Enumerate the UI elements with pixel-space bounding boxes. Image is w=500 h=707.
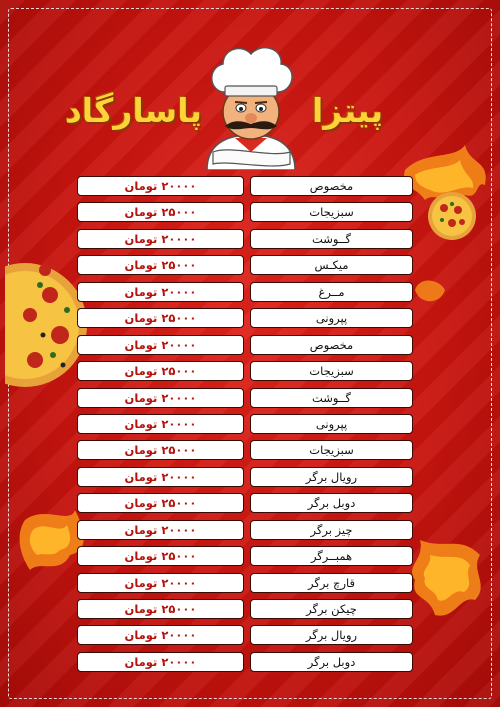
item-price: ۲۰۰۰۰ تومان [77, 388, 244, 408]
item-price: ۲۰۰۰۰ تومان [77, 229, 244, 249]
item-price: ۲۵۰۰۰ تومان [77, 599, 244, 619]
item-name: گــوشت [250, 229, 413, 249]
item-price: ۲۰۰۰۰ تومان [77, 176, 244, 196]
sauce-splash-mid-right-icon [410, 270, 450, 310]
item-price: ۲۰۰۰۰ تومان [77, 414, 244, 434]
item-price: ۲۰۰۰۰ تومان [77, 573, 244, 593]
item-price: ۲۰۰۰۰ تومان [77, 520, 244, 540]
item-price: ۲۰۰۰۰ تومان [77, 467, 244, 487]
item-price: ۲۵۰۰۰ تومان [77, 493, 244, 513]
menu-row [77, 359, 413, 385]
menu-row [77, 544, 413, 570]
item-name: دوبل برگر [250, 493, 413, 513]
menu-row [77, 518, 413, 544]
item-price: ۲۰۰۰۰ تومان [77, 652, 244, 672]
item-name: مــرغ [250, 282, 413, 302]
item-name: همبــرگر [250, 546, 413, 566]
menu-row [77, 412, 413, 438]
item-name: دوبل برگر [250, 652, 413, 672]
menu-row [77, 491, 413, 517]
menu-row [77, 174, 413, 200]
menu-row [77, 597, 413, 623]
pizza-right-icon [426, 190, 478, 242]
item-price: ۲۵۰۰۰ تومان [77, 546, 244, 566]
sauce-splash-bottom-right-icon [400, 530, 495, 640]
item-price: ۲۵۰۰۰ تومان [77, 308, 244, 328]
menu-row [77, 306, 413, 332]
item-price: ۲۰۰۰۰ تومان [77, 335, 244, 355]
item-price: ۲۵۰۰۰ تومان [77, 440, 244, 460]
item-name: گــوشت [250, 388, 413, 408]
item-name: پپرونی [250, 414, 413, 434]
item-name: میکـس [250, 255, 413, 275]
item-name: رویال برگر [250, 625, 413, 645]
menu-row [77, 438, 413, 464]
menu-row [77, 333, 413, 359]
menu-row [77, 253, 413, 279]
menu-row [77, 200, 413, 226]
menu-list [77, 174, 413, 676]
menu-row [77, 650, 413, 676]
item-name: سبزیجات [250, 361, 413, 381]
item-name: سبزیجات [250, 202, 413, 222]
menu-row [77, 280, 413, 306]
item-name: چیز برگر [250, 520, 413, 540]
item-name: مخصوص [250, 335, 413, 355]
item-name: رویال برگر [250, 467, 413, 487]
menu-row [77, 623, 413, 649]
menu-row [77, 571, 413, 597]
item-price: ۲۰۰۰۰ تومان [77, 625, 244, 645]
menu-row [77, 227, 413, 253]
item-name: مخصوص [250, 176, 413, 196]
item-price: ۲۵۰۰۰ تومان [77, 361, 244, 381]
title-word-pizza: پیتزا [311, 90, 384, 130]
restaurant-title [24, 80, 424, 140]
menu-row [77, 386, 413, 412]
item-price: ۲۵۰۰۰ تومان [77, 202, 244, 222]
menu-row [77, 465, 413, 491]
item-price: ۲۰۰۰۰ تومان [77, 282, 244, 302]
item-price: ۲۵۰۰۰ تومان [77, 255, 244, 275]
title-word-pasargad: پاسارگاد [64, 90, 202, 130]
item-name: قارچ برگر [250, 573, 413, 593]
item-name: سبزیجات [250, 440, 413, 460]
item-name: پپرونی [250, 308, 413, 328]
item-name: چیکن برگر [250, 599, 413, 619]
